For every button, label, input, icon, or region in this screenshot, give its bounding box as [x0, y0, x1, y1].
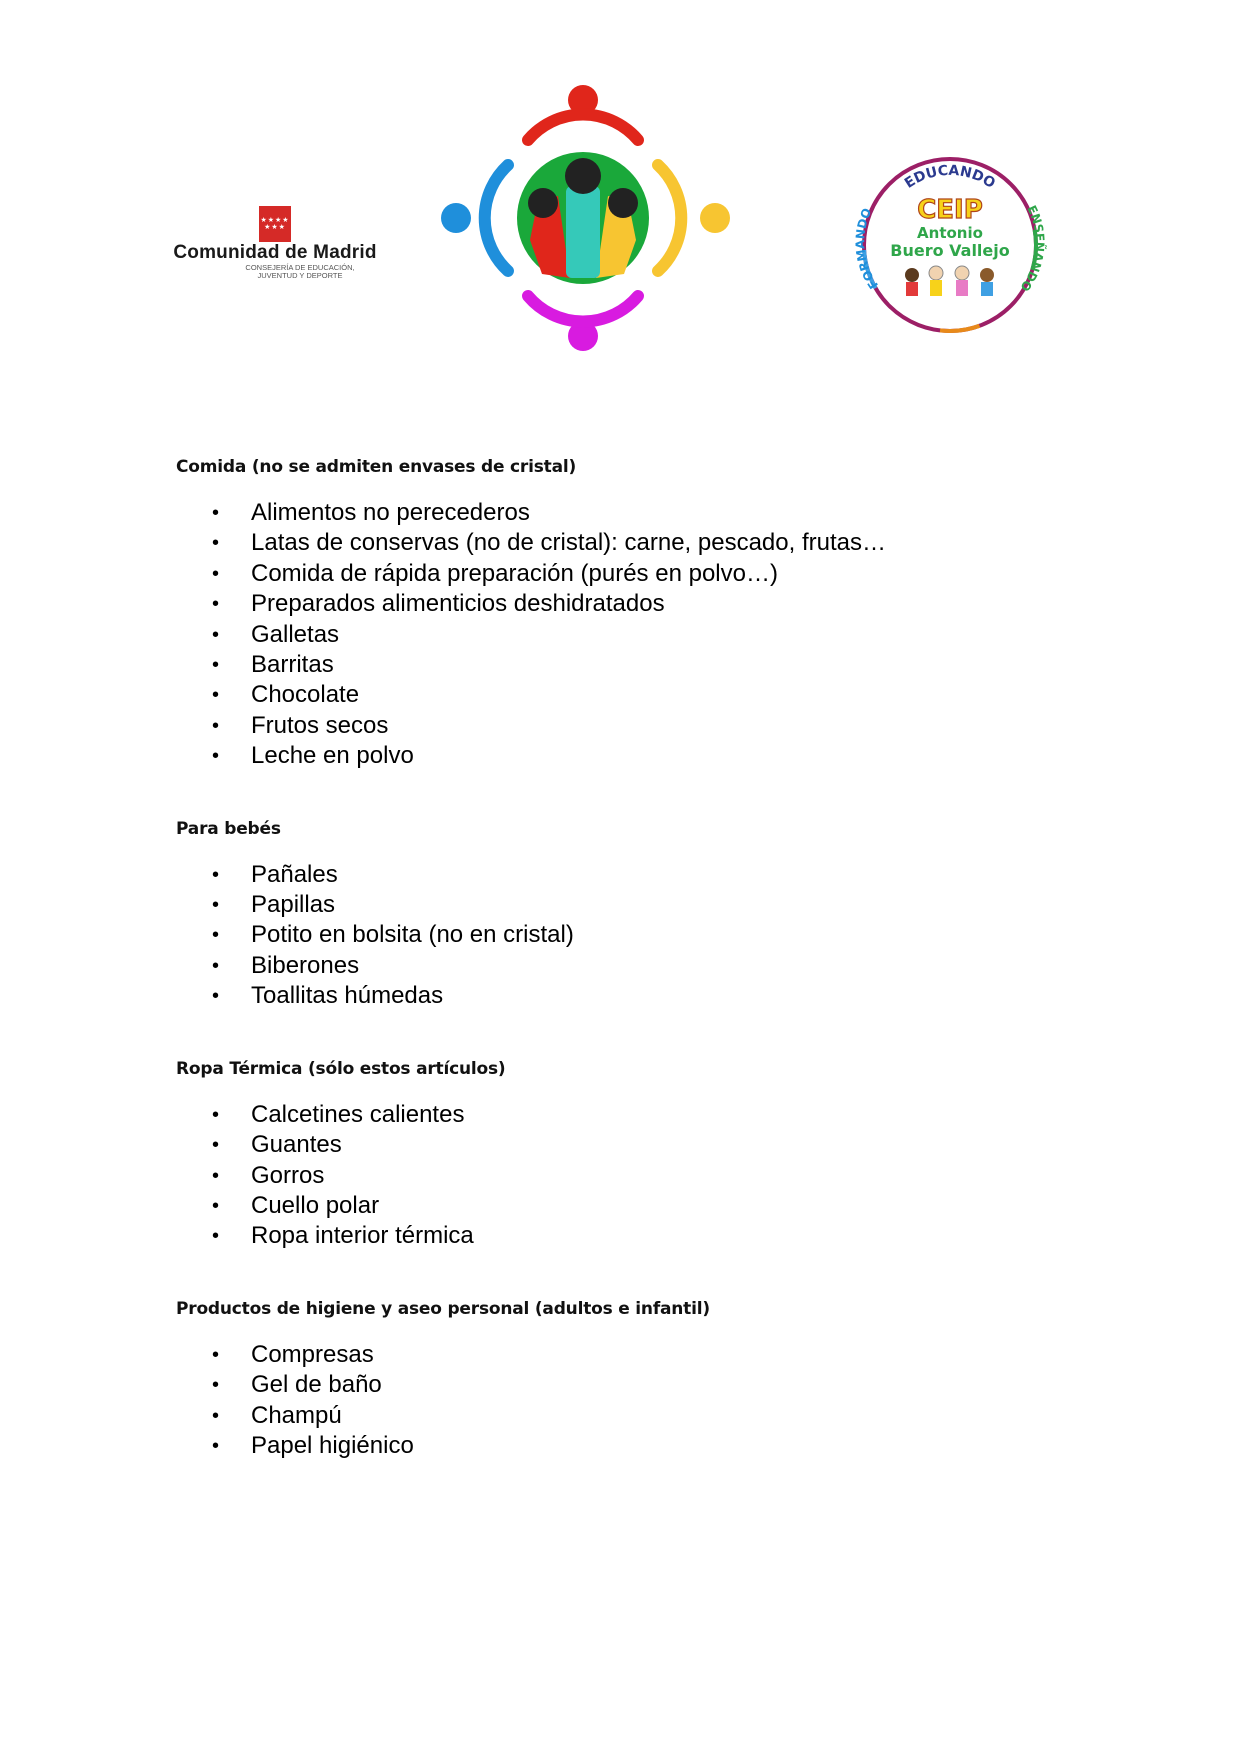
list-item-text: Gel de baño [251, 1371, 382, 1399]
list-item-text: Frutos secos [251, 711, 389, 739]
item-list [176, 1100, 1076, 1252]
list-item [176, 620, 1076, 650]
bullet-icon: • [212, 1134, 220, 1157]
section-spacer [176, 772, 1076, 817]
bullet-icon: • [212, 593, 220, 616]
list-item-text: Gorros [251, 1161, 325, 1189]
bullet-icon: • [212, 863, 220, 886]
document-content [176, 455, 1076, 1461]
list-item [176, 1100, 1076, 1130]
madrid-logo-name: Comunidad de Madrid [173, 242, 377, 263]
children-figures-icon [905, 266, 994, 296]
list-item [176, 650, 1076, 680]
list-item-text: Chocolate [251, 681, 360, 709]
svg-text:ENSEÑANDO [1017, 203, 1047, 294]
bullet-icon: • [212, 684, 220, 707]
bullet-icon: • [212, 654, 220, 677]
bullet-icon: • [212, 623, 220, 646]
bullet-icon: • [212, 502, 220, 524]
svg-text:FORMANDO [853, 206, 881, 291]
section-spacer [176, 1012, 1076, 1057]
list-item [176, 920, 1076, 950]
list-item [176, 528, 1076, 558]
list-item-text: Papillas [251, 891, 336, 919]
list-item [176, 498, 1076, 528]
bullet-icon: • [212, 532, 220, 555]
list-item [176, 711, 1076, 741]
community-circle-logo [430, 78, 750, 362]
list-item-text: Champú [251, 1401, 342, 1429]
list-item-text: Potito en bolsita (no en cristal) [251, 921, 574, 949]
madrid-stars: ★★★★ ★★★ [260, 216, 290, 231]
bullet-icon: • [212, 1194, 220, 1217]
list-item [176, 1431, 1076, 1461]
list-item [176, 1340, 1076, 1370]
list-item [176, 1401, 1076, 1431]
list-item-text: Barritas [251, 651, 334, 679]
list-item-text: Papel higiénico [251, 1431, 414, 1459]
list-item [176, 559, 1076, 589]
madrid-logo-subtitle [210, 264, 390, 280]
list-item [176, 890, 1076, 920]
comunidad-de-madrid-logo [160, 200, 390, 290]
ceip-name-line2: Buero Vallejo [890, 241, 1010, 260]
list-item [176, 981, 1076, 1011]
bullet-icon: • [212, 985, 220, 1008]
list-item [176, 741, 1076, 771]
bullet-icon: • [212, 745, 220, 768]
list-item-text: Galletas [251, 620, 340, 648]
bullet-icon: • [212, 562, 220, 585]
list-item-text: Ropa interior térmica [251, 1222, 474, 1250]
section-1 [176, 817, 1076, 1057]
list-item-text: Guantes [251, 1131, 342, 1159]
madrid-subtitle-line2: JUVENTUD Y DEPORTE [257, 271, 343, 280]
bullet-icon: • [212, 924, 220, 947]
list-item-text: Toallitas húmedas [251, 982, 444, 1010]
list-item-text: Comida de rápida preparación (purés en polvo…) [251, 559, 778, 587]
list-item [176, 589, 1076, 619]
bullet-icon: • [212, 954, 220, 977]
section-3 [176, 1297, 1076, 1462]
bullet-icon: • [212, 1404, 220, 1427]
madrid-flag-icon [259, 206, 291, 242]
ceip-badge-icon [840, 135, 1060, 355]
section-title: Comida (no se admiten envases de cristal) [176, 457, 577, 477]
item-list [176, 860, 1076, 1012]
list-item-text: Compresas [251, 1340, 374, 1368]
list-item-text: Preparados alimenticios deshidratados [251, 590, 665, 618]
item-list [176, 498, 1076, 772]
list-item [176, 1221, 1076, 1251]
ceip-school-logo [840, 135, 1060, 355]
section-title: Productos de higiene y aseo personal (adultos e infantil) [176, 1298, 710, 1319]
list-item [176, 951, 1076, 981]
section-2 [176, 1057, 1076, 1297]
list-item-text: Leche en polvo [251, 742, 414, 770]
ceip-left-arc-text: FORMANDO [853, 206, 881, 292]
list-item [176, 1130, 1076, 1160]
list-item-text: Cuello polar [251, 1191, 380, 1219]
ceip-top-arc-text: EDUCANDO [901, 162, 998, 192]
list-item-text: Pañales [251, 860, 338, 888]
ceip-name-line1: Antonio [917, 224, 983, 242]
list-item-text: Latas de conservas (no de cristal): carne, pescado, frutas… [251, 529, 886, 557]
section-0 [176, 455, 1076, 817]
list-item-text: Biberones [251, 951, 360, 979]
list-item [176, 1161, 1076, 1191]
ceip-title: CEIP [917, 195, 983, 225]
list-item [176, 860, 1076, 890]
community-circle-icon [430, 78, 750, 362]
list-item [176, 1370, 1076, 1400]
ceip-right-arc-text: ENSEÑANDO [1017, 203, 1047, 294]
list-item [176, 1191, 1076, 1221]
section-title: Ropa Térmica (sólo estos artículos) [176, 1058, 506, 1079]
list-item-text: Calcetines calientes [251, 1100, 465, 1128]
bullet-icon: • [212, 1374, 220, 1397]
bullet-icon: • [212, 1103, 220, 1126]
section-spacer [176, 1252, 1076, 1297]
bullet-icon: • [212, 894, 220, 917]
list-item-text: Alimentos no perecederos [251, 499, 530, 526]
bullet-icon: • [212, 714, 220, 737]
bullet-icon: • [212, 1434, 220, 1457]
item-list [176, 1340, 1076, 1462]
section-title: Para bebés [176, 818, 281, 839]
bullet-icon: • [212, 1164, 220, 1187]
list-item [176, 680, 1076, 710]
bullet-icon: • [212, 1225, 220, 1248]
bullet-icon: • [212, 1343, 220, 1366]
madrid-subtitle-line1: CONSEJERÍA DE EDUCACIÓN, [245, 263, 355, 272]
